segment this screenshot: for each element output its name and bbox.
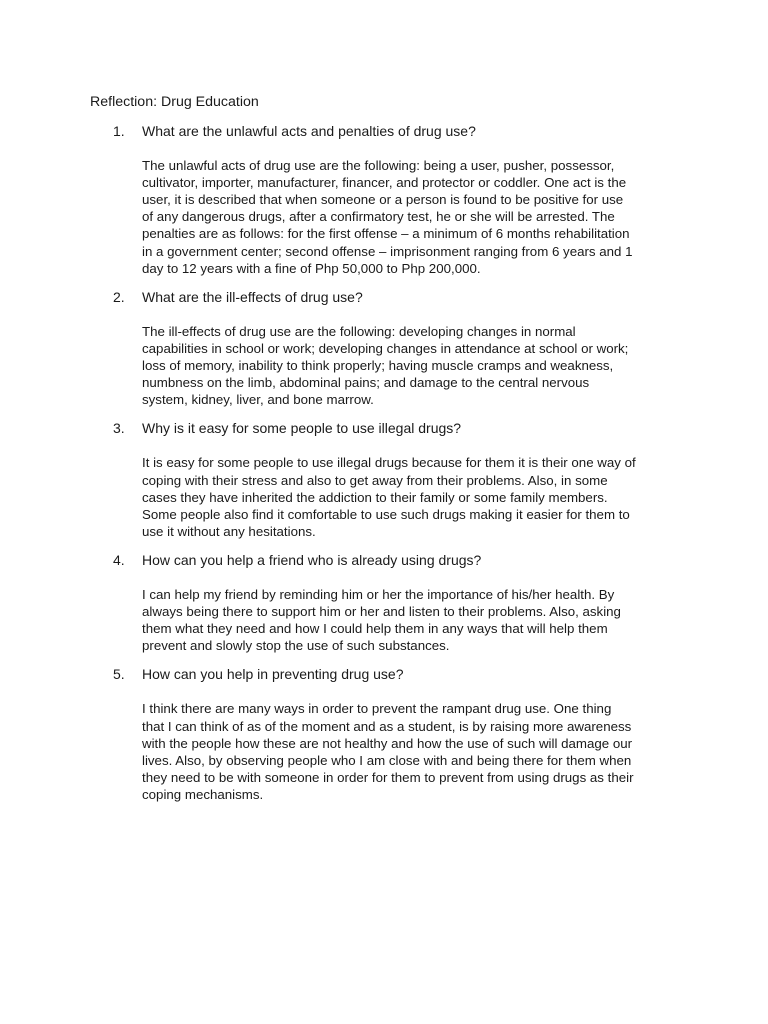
answer-paragraph: [142, 700, 682, 803]
question-text: How can you help in preventing drug use?: [142, 666, 404, 683]
question-item: [0, 289, 768, 409]
answer-paragraph: [142, 454, 682, 539]
question-item: [0, 666, 768, 803]
answer-line: It is easy for some people to use illegal drugs because for them it is their one way of: [142, 455, 636, 471]
question-text: What are the ill-effects of drug use?: [142, 288, 363, 305]
answer-line: lives. Also, by observing people who I am close with and being there for them when: [142, 752, 632, 768]
answer-line: prevent and slowly stop the use of such substances.: [142, 638, 450, 654]
answer-line: they need to be with someone in order for them to prevent from using drugs as their: [142, 769, 634, 785]
answer-line: day to 12 years with a fine of Php 50,000 to Php 200,000.: [142, 260, 481, 276]
question-item: [0, 552, 768, 654]
document-title: Reflection: Drug Education: [90, 94, 259, 110]
answer-line: system, kidney, liver, and bone marrow.: [142, 392, 374, 408]
answer-line: capabilities in school or work; developing changes in attendance at school or work;: [142, 340, 629, 356]
answer-line: Some people also find it comfortable to use such drugs making it easier for them to: [142, 506, 630, 522]
answer-line: cases they have inherited the addiction to their family or some family members.: [142, 489, 608, 505]
answer-line: penalties are as follows: for the first offense – a minimum of 6 months rehabilitation: [142, 226, 630, 242]
question-number: 2.: [113, 288, 125, 305]
answer-line: always being there to support him or her and listen to their problems. Also, asking: [142, 604, 621, 620]
answer-line: with the people how these are not healthy and how the use of such will damage our: [142, 735, 633, 751]
answer-line: of any dangerous drugs, after a confirmatory test, he or she will be arrested. The: [142, 209, 615, 225]
answer-line: loss of memory, inability to think properly; having muscle cramps and weakness,: [142, 358, 614, 374]
question-text: What are the unlawful acts and penalties of drug use?: [142, 123, 476, 139]
question-number: 4.: [113, 551, 125, 568]
question-text: Why is it easy for some people to use illegal drugs?: [142, 420, 462, 437]
answer-line: coping mechanisms.: [142, 786, 264, 802]
question-item: [0, 123, 768, 277]
answer-line: I can help my friend by reminding him or her the importance of his/her health. By: [142, 586, 615, 602]
answer-line: The unlawful acts of drug use are the following: being a user, pusher, possessor,: [142, 158, 615, 174]
question-number: 5.: [113, 666, 125, 683]
answer-line: cultivator, importer, manufacturer, financer, and protector or coddler. One act is the: [142, 175, 627, 191]
answer-line: The ill-effects of drug use are the following: developing changes in normal: [142, 323, 576, 339]
answer-paragraph: [142, 157, 682, 277]
answer-line: in a government center; second offense – imprisonment ranging from 6 years and 1: [142, 243, 633, 259]
question-item: [0, 420, 768, 540]
question-number: 1.: [113, 123, 125, 139]
answer-line: that I can think of as of the moment and as a student, is by raising more awareness: [142, 718, 632, 734]
answer-line: coping with their stress and also to get away from their problems. Also, in some: [142, 472, 608, 488]
question-list: [0, 123, 768, 815]
answer-line: I think there are many ways in order to prevent the rampant drug use. One thing: [142, 701, 612, 717]
answer-line: numbness on the limb, abdominal pains; and damage to the central nervous: [142, 375, 590, 391]
answer-line: them what they need and how I could help them in any ways that will help them: [142, 621, 608, 637]
answer-paragraph: [142, 586, 682, 654]
question-number: 3.: [113, 420, 125, 437]
question-text: How can you help a friend who is already using drugs?: [142, 551, 482, 568]
answer-paragraph: [142, 323, 682, 408]
answer-line: user, it is described that when someone or a person is found to be positive for use: [142, 192, 624, 208]
answer-line: use it without any hesitations.: [142, 523, 316, 539]
